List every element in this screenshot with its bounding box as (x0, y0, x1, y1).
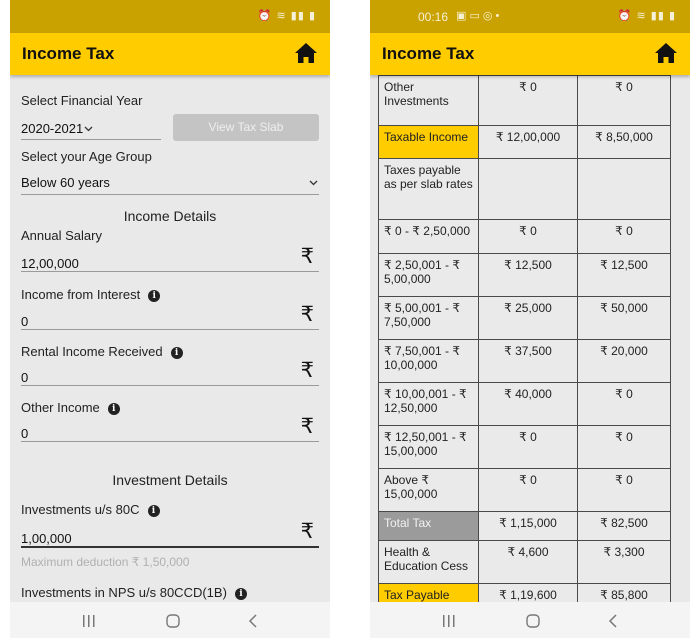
table-cell-value-2: ₹ 0 (578, 469, 671, 512)
income-interest-label (21, 287, 160, 302)
other-income-input[interactable] (10, 413, 330, 441)
tax-table-body (379, 75, 671, 602)
table-cell-value-2: ₹ 82,500 (578, 512, 671, 541)
home-icon[interactable] (294, 42, 318, 64)
table-cell-value-1: ₹ 0 (479, 220, 578, 254)
income-interest-underline (21, 329, 319, 330)
info-icon[interactable]: i (171, 347, 183, 359)
income-interest-input[interactable] (10, 301, 330, 329)
status-bar (370, 0, 690, 33)
table-cell-value-1: ₹ 0 (479, 469, 578, 512)
notification-icons: ▣ ▭ ◎ • (456, 10, 500, 22)
table-row (379, 340, 671, 383)
left-phone-screen (10, 0, 330, 638)
table-cell-value-2 (578, 159, 671, 220)
rupee-icon: ₹ (300, 415, 314, 438)
table-row-label: ₹ 7,50,001 - ₹ 10,00,000 (379, 340, 479, 383)
system-nav-bar (10, 602, 330, 638)
table-row (379, 469, 671, 512)
table-cell-value-2: ₹ 0 (578, 76, 671, 126)
table-cell-value-2: ₹ 3,300 (578, 541, 671, 584)
income-details-title: Income Details (123, 208, 217, 224)
system-nav-bar (370, 602, 690, 638)
table-row-label: Other Investments (379, 76, 479, 126)
status-icons: ⏰ ≋ ▮▮ ▮ (617, 10, 676, 22)
nav-back-icon[interactable] (598, 610, 628, 632)
table-cell-value-1: ₹ 4,600 (479, 541, 578, 584)
table-cell-value-1: ₹ 25,000 (479, 297, 578, 340)
info-icon[interactable]: i (148, 290, 160, 302)
view-tax-slab-button[interactable]: View Tax Slab (173, 114, 319, 141)
annual-salary-underline (21, 271, 319, 272)
table-row-label: Tax Payable (379, 584, 479, 603)
table-row (379, 297, 671, 340)
table-cell-value-2: ₹ 0 (578, 383, 671, 426)
investments-80c-input[interactable] (10, 518, 330, 546)
status-bar (10, 0, 330, 33)
other-income-value: 0 (21, 426, 29, 441)
rupee-icon: ₹ (300, 303, 314, 326)
financial-year-dropdown[interactable] (10, 115, 160, 139)
table-row (379, 426, 671, 469)
table-row (379, 159, 671, 220)
table-cell-value-2: ₹ 20,000 (578, 340, 671, 383)
app-title: Income Tax (22, 44, 115, 63)
income-interest-label-text: Income from Interest (21, 287, 141, 302)
info-icon[interactable]: i (148, 505, 160, 517)
table-row-label: Taxes payable as per slab rates (379, 159, 479, 220)
table-row-label: ₹ 2,50,001 - ₹ 5,00,000 (379, 254, 479, 297)
annual-salary-input[interactable] (10, 243, 330, 271)
nav-home-icon[interactable] (518, 610, 548, 632)
table-row-label: Taxable Income (379, 126, 479, 159)
rupee-icon: ₹ (300, 520, 314, 543)
table-cell-value-1: ₹ 1,15,000 (479, 512, 578, 541)
table-cell-value-1 (479, 159, 578, 220)
investments-80c-value: 1,00,000 (21, 531, 72, 546)
age-group-value: Below 60 years (21, 175, 110, 190)
max-deduction-hint: Maximum deduction ₹ 1,50,000 (21, 555, 190, 569)
info-icon[interactable]: i (235, 588, 247, 600)
annual-salary-label: Annual Salary (21, 228, 102, 243)
investments-80c-label (21, 502, 160, 517)
rupee-icon: ₹ (300, 359, 314, 382)
table-cell-value-1: ₹ 12,500 (479, 254, 578, 297)
financial-year-label: Select Financial Year (21, 93, 143, 108)
nav-recents-icon[interactable] (74, 610, 104, 632)
table-cell-value-1: ₹ 37,500 (479, 340, 578, 383)
table-row-label: Health & Education Cess (379, 541, 479, 584)
table-cell-value-1: ₹ 1,19,600 (479, 584, 578, 603)
income-interest-value: 0 (21, 314, 29, 329)
rental-income-input[interactable] (10, 357, 330, 385)
table-cell-value-1: ₹ 0 (479, 426, 578, 469)
chevron-down-icon (309, 180, 318, 186)
right-phone-screen (370, 0, 690, 638)
rental-income-underline (21, 385, 319, 386)
tax-table-container (370, 75, 690, 602)
chevron-down-icon (84, 126, 93, 132)
other-income-label-text: Other Income (21, 400, 100, 415)
investments-80c-label-text: Investments u/s 80C (21, 502, 140, 517)
table-cell-value-2: ₹ 0 (578, 220, 671, 254)
table-cell-value-2: ₹ 8,50,000 (578, 126, 671, 159)
nps-label (21, 585, 247, 600)
nps-label-text: Investments in NPS u/s 80CCD(1B) (21, 585, 227, 600)
form-content (10, 75, 330, 602)
app-bar (370, 33, 690, 75)
table-cell-value-2: ₹ 50,000 (578, 297, 671, 340)
app-title: Income Tax (382, 44, 475, 63)
table-row-label: ₹ 12,50,001 - ₹ 15,00,000 (379, 426, 479, 469)
table-row-label: Total Tax (379, 512, 479, 541)
age-group-underline (21, 194, 319, 195)
table-row (379, 220, 671, 254)
table-row (379, 584, 671, 603)
table-cell-value-1: ₹ 40,000 (479, 383, 578, 426)
table-cell-value-1: ₹ 12,00,000 (479, 126, 578, 159)
investments-80c-underline (21, 546, 319, 548)
info-icon[interactable]: i (108, 403, 120, 415)
annual-salary-value: 12,00,000 (21, 256, 79, 271)
rental-income-label-text: Rental Income Received (21, 344, 163, 359)
table-cell-value-2: ₹ 12,500 (578, 254, 671, 297)
age-group-dropdown[interactable] (10, 169, 330, 193)
nav-back-icon[interactable] (238, 610, 268, 632)
age-group-label: Select your Age Group (21, 149, 152, 164)
rupee-icon: ₹ (300, 245, 314, 268)
table-row (379, 383, 671, 426)
table-row (379, 541, 671, 584)
table-row (379, 126, 671, 159)
table-row-label: ₹ 10,00,001 - ₹ 12,50,000 (379, 383, 479, 426)
financial-year-value: 2020-2021 (21, 121, 84, 136)
table-row-label: Above ₹ 15,00,000 (379, 469, 479, 512)
status-icons: ⏰ ≋ ▮▮ ▮ (257, 10, 316, 22)
tax-comparison-table (378, 75, 671, 602)
table-row (379, 254, 671, 297)
table-cell-value-2: ₹ 85,800 (578, 584, 671, 603)
nav-home-icon[interactable] (158, 610, 188, 632)
table-row (379, 512, 671, 541)
table-row (379, 76, 671, 126)
home-icon[interactable] (654, 42, 678, 64)
other-income-underline (21, 441, 319, 442)
nav-recents-icon[interactable] (434, 610, 464, 632)
table-row-label: ₹ 5,00,001 - ₹ 7,50,000 (379, 297, 479, 340)
financial-year-underline (21, 139, 161, 140)
table-row-label: ₹ 0 - ₹ 2,50,000 (379, 220, 479, 254)
app-bar (10, 33, 330, 75)
rental-income-value: 0 (21, 370, 29, 385)
table-cell-value-2: ₹ 0 (578, 426, 671, 469)
investment-details-title: Investment Details (112, 472, 228, 488)
table-cell-value-1: ₹ 0 (479, 76, 578, 126)
status-time: 00:16 (418, 10, 449, 24)
